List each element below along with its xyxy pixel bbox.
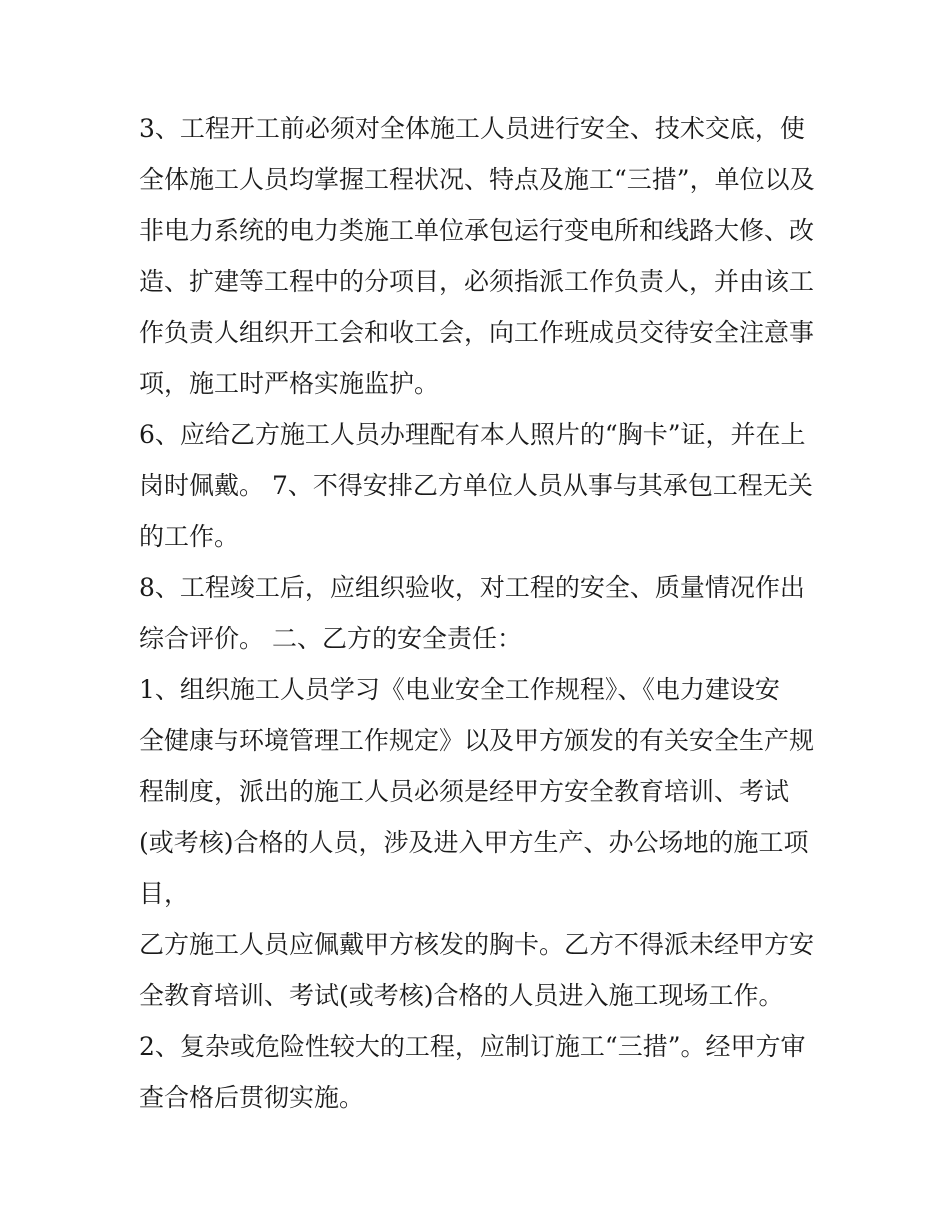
text-line: 作负责人组织开工会和收工会，向工作班成员交待安全注意事 <box>139 318 815 347</box>
text-line: 2、复杂或危险性较大的工程，应制订施工“三措”。经甲方审 <box>139 1032 806 1061</box>
text-line: 全教育培训、考试(或考核)合格的人员进入施工现场工作。 <box>139 981 784 1010</box>
text-line: 程制度，派出的施工人员必须是经甲方安全教育培训、考试 <box>139 777 790 806</box>
text-line: (或考核)合格的人员，涉及进入甲方生产、办公场地的施工项 <box>139 828 809 857</box>
body-text <box>139 103 819 1123</box>
text-line: 1、组织施工人员学习《电业安全工作规程》、《电力建设安 <box>139 675 780 704</box>
text-line: 目， <box>139 879 190 908</box>
text-line: 全体施工人员均掌握工程状况、特点及施工“三措”，单位以及 <box>139 165 815 194</box>
text-line: 3、工程开工前必须对全体施工人员进行安全、技术交底，使 <box>139 114 805 143</box>
text-line: 造、扩建等工程中的分项目，必须指派工作负责人，并由该工 <box>139 267 815 296</box>
text-line: 项，施工时严格实施监护。 <box>139 369 440 398</box>
text-line: 非电力系统的电力类施工单位承包运行变电所和线路大修、改 <box>139 216 815 245</box>
text-line: 乙方施工人员应佩戴甲方核发的胸卡。乙方不得派未经甲方安 <box>139 930 815 959</box>
text-line: 的工作。 <box>139 522 240 551</box>
text-line: 查合格后贯彻实施。 <box>139 1083 365 1112</box>
text-line: 综合评价。 二、乙方的安全责任： <box>139 624 522 653</box>
text-line: 8、工程竣工后，应组织验收，对工程的安全、质量情况作出 <box>139 573 805 602</box>
text-line: 全健康与环境管理工作规定》以及甲方颁发的有关安全生产规 <box>139 726 815 755</box>
text-line: 岗时佩戴。 7、不得安排乙方单位人员从事与其承包工程无关 <box>139 471 813 500</box>
text-line: 6、应给乙方施工人员办理配有本人照片的“胸卡”证，并在上 <box>139 420 806 449</box>
